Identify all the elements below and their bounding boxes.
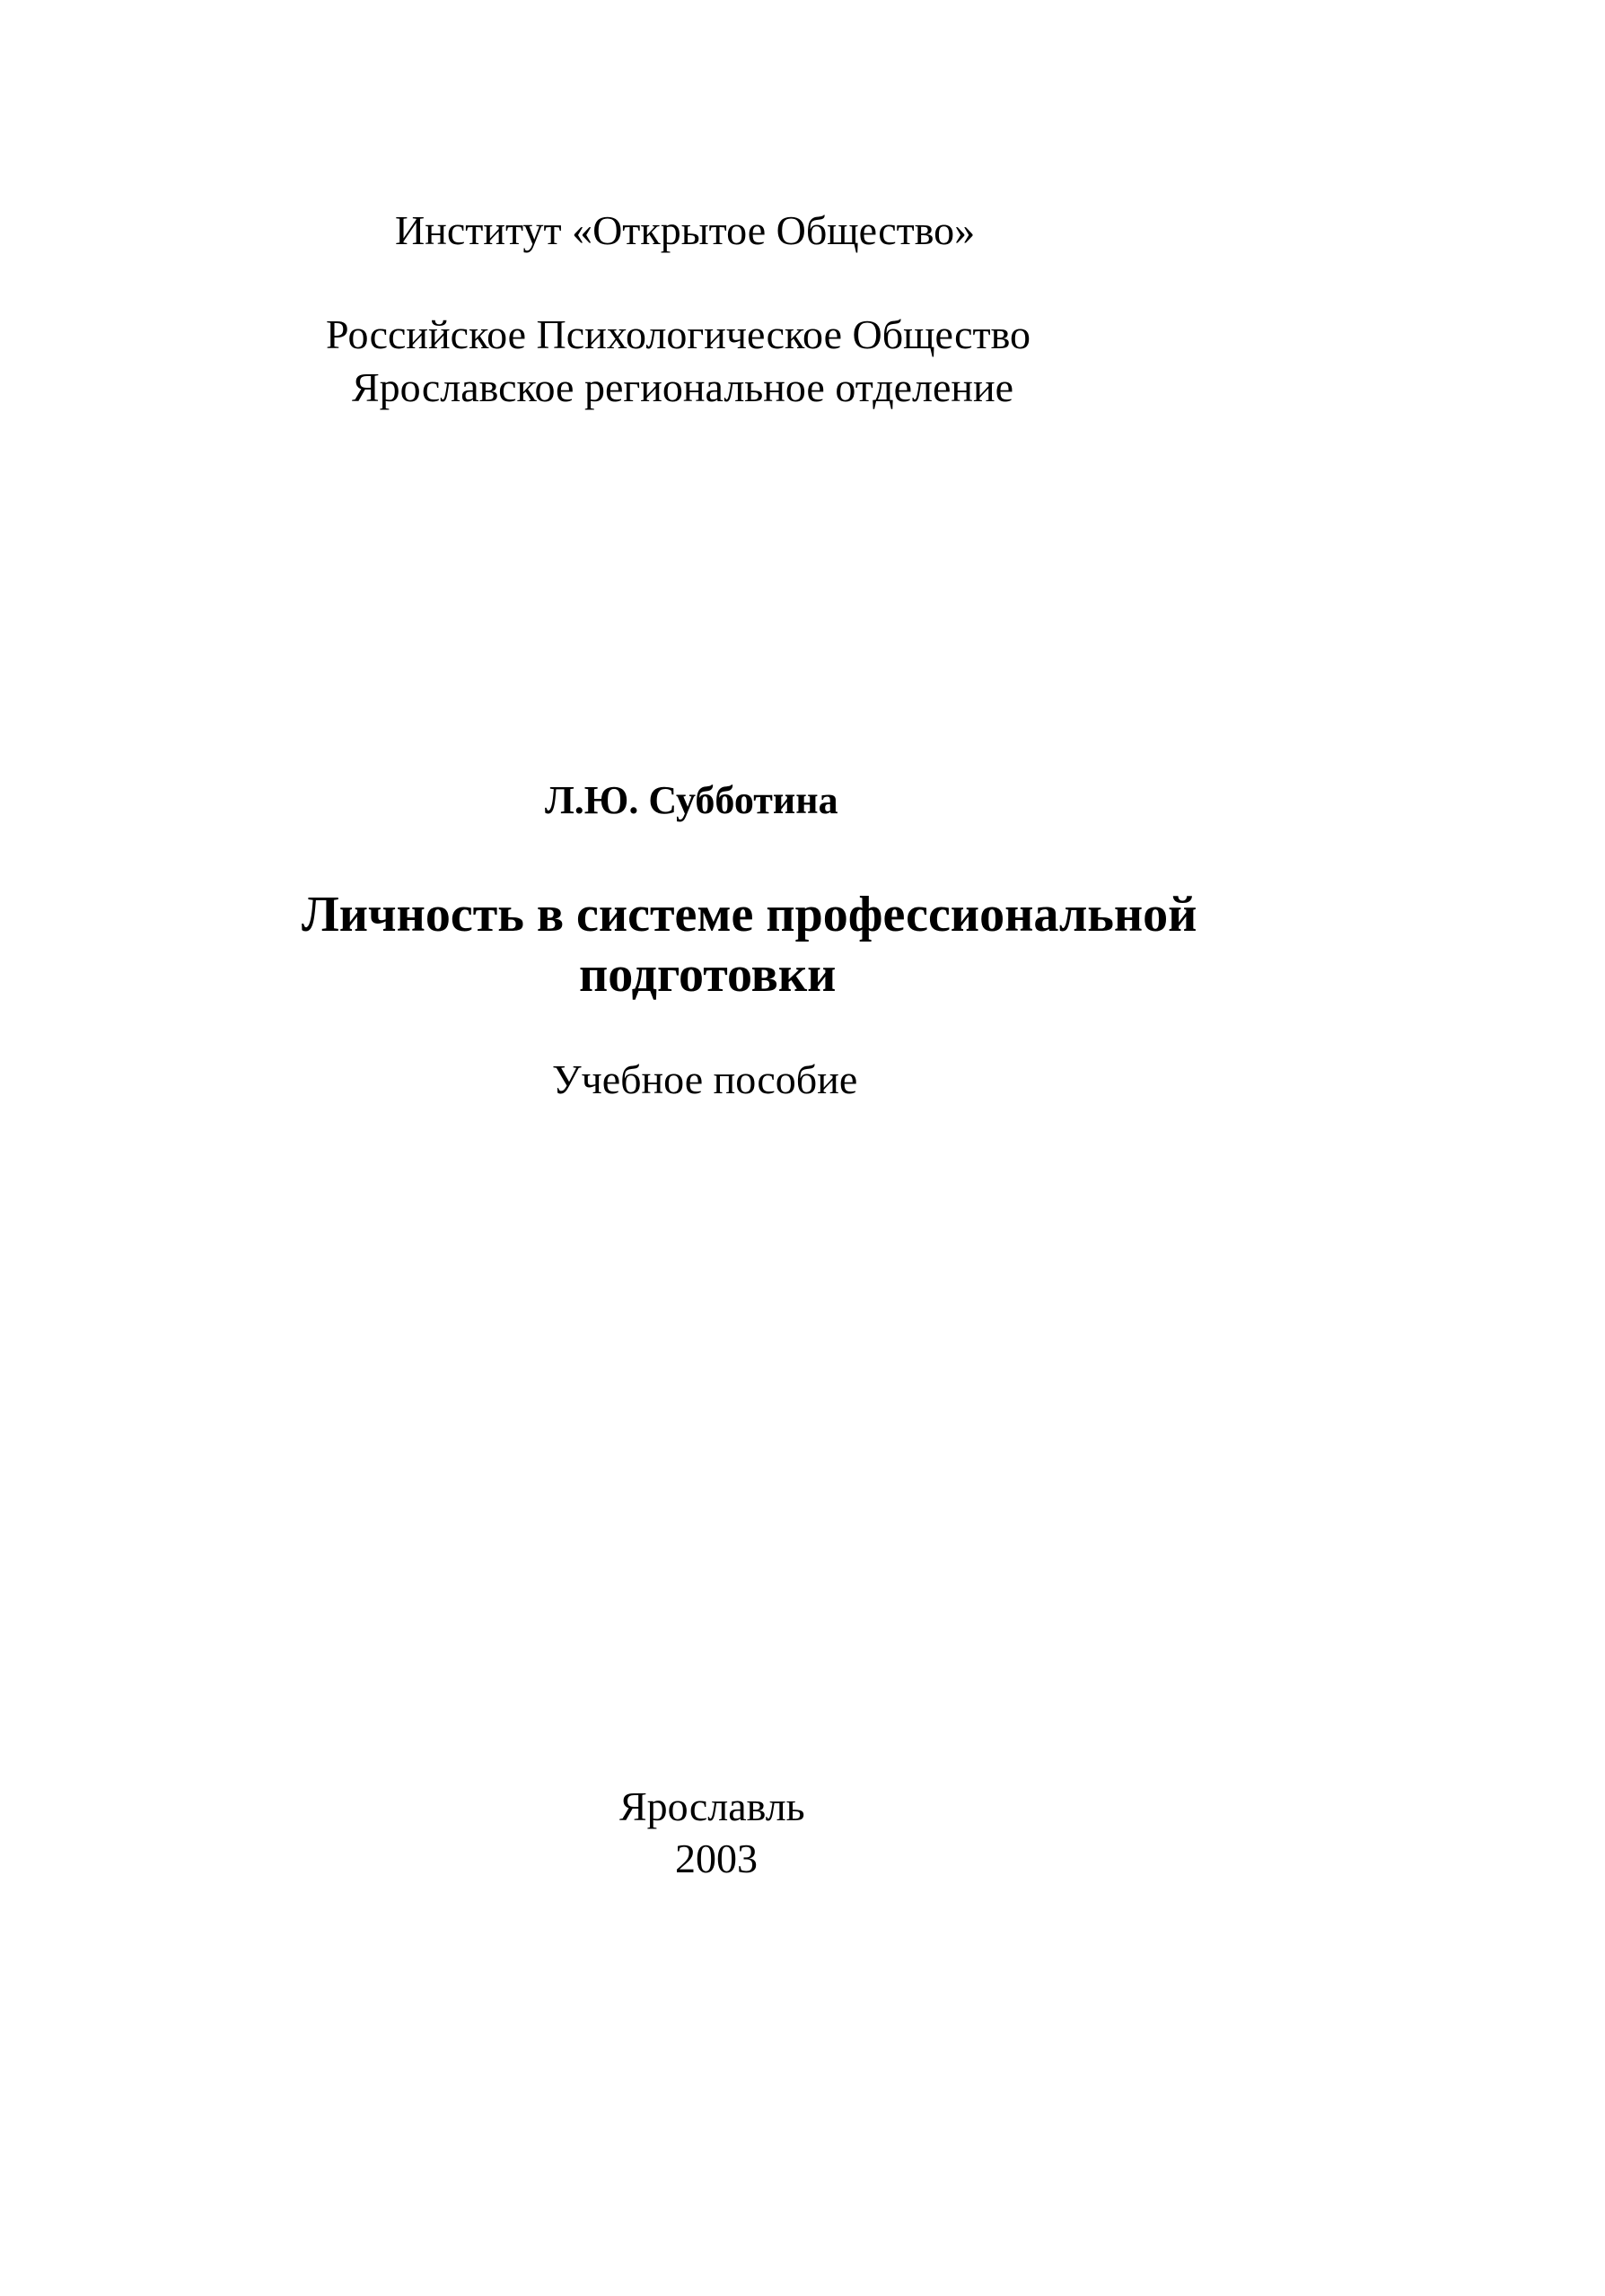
book-title-line-1: Личность в системе профессиональной [302,887,1197,942]
book-type: Учебное пособие [552,1056,858,1102]
institution-name: Институт «Открытое Общество» [395,207,976,253]
society-branch: Ярославское региональное отделение [352,364,1014,410]
publication-year: 2003 [675,1836,758,1881]
author-name: Л.Ю. Субботина [545,778,838,822]
publication-city: Ярославль [619,1783,805,1829]
society-name: Российское Психологическое Общество [326,311,1031,357]
book-title-line-2: подготовки [579,947,837,1003]
